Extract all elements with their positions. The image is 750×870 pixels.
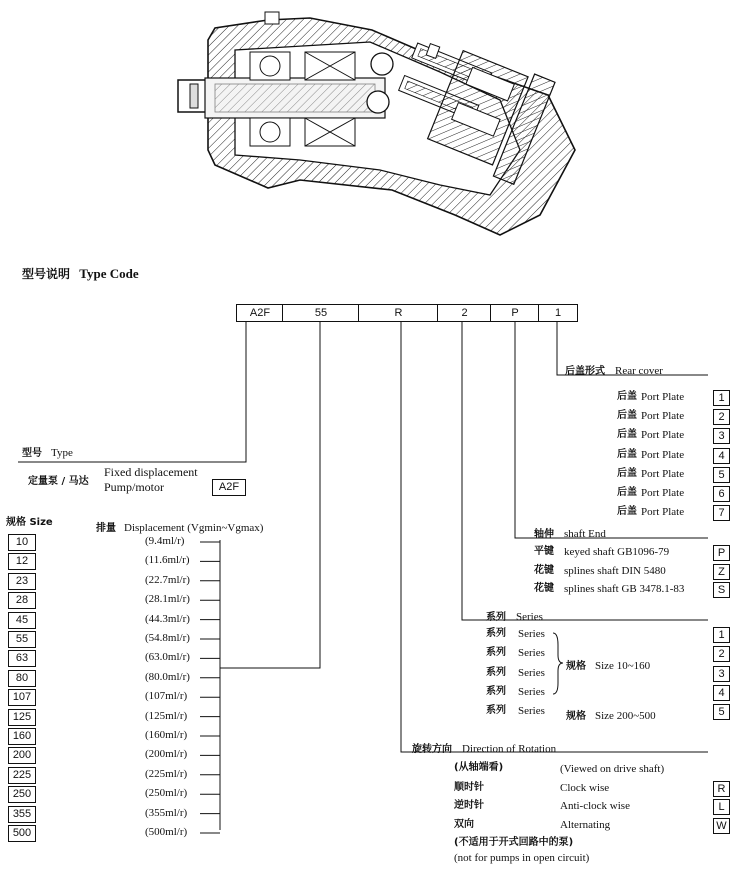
rotation-header bbox=[412, 740, 556, 756]
shaft-end-item-cn: 花键 bbox=[534, 583, 554, 594]
rear-cover-header-en: Rear cover bbox=[615, 365, 663, 377]
size-box: 28 bbox=[8, 592, 36, 609]
rear-cover-item-code: 7 bbox=[713, 505, 730, 521]
rotation-header-en: Direction of Rotation bbox=[462, 743, 557, 755]
rear-cover-item-code: 5 bbox=[713, 467, 730, 483]
displacement-header-cn: 排量 bbox=[96, 523, 116, 534]
displacement-header-en: Displacement (Vgmin~Vgmax) bbox=[124, 522, 264, 534]
shaft-end-header-en: shaft End bbox=[564, 528, 606, 540]
displacement-value: (44.3ml/r) bbox=[145, 612, 190, 625]
rear-cover-item-en: Port Plate bbox=[641, 429, 685, 442]
size-box: 160 bbox=[8, 728, 36, 745]
series-item-code: 5 bbox=[713, 704, 730, 720]
size-header bbox=[6, 517, 53, 528]
displacement-value: (63.0ml/r) bbox=[145, 651, 190, 664]
type-label bbox=[22, 444, 73, 460]
rear-cover-item-en: Port Plate bbox=[641, 448, 685, 461]
displacement-value: (250ml/r) bbox=[145, 787, 188, 800]
fixed-code-box: A2F bbox=[212, 479, 246, 496]
rear-cover-item-en: Port Plate bbox=[641, 410, 685, 423]
series-item-code: 1 bbox=[713, 627, 730, 643]
size-box: 200 bbox=[8, 747, 36, 764]
shaft-end-item-cn: 平键 bbox=[534, 546, 554, 557]
size-box: 12 bbox=[8, 553, 36, 570]
series-item-code: 2 bbox=[713, 646, 730, 662]
rotation-note-en: (Viewed on drive shaft) bbox=[560, 763, 665, 775]
shaft-end-header bbox=[534, 525, 606, 541]
rear-cover-item-code: 4 bbox=[713, 448, 730, 464]
type-label-en: Type bbox=[51, 447, 73, 459]
shaft-end-item-code: Z bbox=[713, 564, 730, 580]
displacement-value: (225ml/r) bbox=[145, 767, 188, 780]
rotation-item-code: W bbox=[713, 818, 730, 834]
displacement-value: (500ml/r) bbox=[145, 826, 188, 838]
series-item-en: Series bbox=[518, 647, 545, 660]
size-box: 45 bbox=[8, 612, 36, 629]
rear-cover-item-cn: 后盖 bbox=[617, 506, 637, 518]
shaft-end-item-code: P bbox=[713, 545, 730, 561]
series-item-cn: 系列 bbox=[486, 666, 506, 678]
rear-cover-item-cn: 后盖 bbox=[617, 467, 637, 479]
shaft-end-item-en: splines shaft GB 3478.1-83 bbox=[564, 583, 685, 595]
type-code-cell: P bbox=[490, 304, 540, 322]
type-code-cell: A2F bbox=[236, 304, 284, 322]
rotation-item-cn: 顺时针 bbox=[454, 782, 484, 793]
displacement-value: (200ml/r) bbox=[145, 748, 188, 761]
size-header-text: 规格 Size bbox=[6, 517, 53, 528]
size-box: 107 bbox=[8, 689, 36, 706]
displacement-value: (355ml/r) bbox=[145, 806, 188, 819]
rotation-item-en: Clock wise bbox=[560, 782, 610, 794]
series-header-en: Series bbox=[516, 611, 543, 623]
fixed-label-en-1: Fixed displacement bbox=[104, 465, 198, 479]
rear-cover-item-cn: 后盖 bbox=[617, 410, 637, 422]
rotation-item-code: R bbox=[713, 781, 730, 797]
section-title-cn: 型号说明 bbox=[22, 267, 71, 281]
series-item-en: Series bbox=[518, 705, 545, 718]
type-code-cell: 55 bbox=[282, 304, 360, 322]
series-header-cn: 系列 bbox=[486, 612, 506, 623]
displacement-value: (9.4ml/r) bbox=[145, 535, 185, 547]
rotation-item-cn: 逆时针 bbox=[454, 800, 484, 812]
series-group-a-cn: 规格 bbox=[566, 661, 586, 672]
rear-cover-item-cn: 后盖 bbox=[617, 429, 637, 441]
rear-cover-item-code: 3 bbox=[713, 428, 730, 444]
rear-cover-item-cn: 后盖 bbox=[617, 448, 637, 460]
rear-cover-header bbox=[565, 362, 663, 378]
type-code-cell: R bbox=[358, 304, 439, 322]
section-title bbox=[22, 267, 139, 280]
size-box: 500 bbox=[8, 825, 36, 842]
size-box: 80 bbox=[8, 670, 36, 687]
rotation-item-en: Anti-clock wise bbox=[560, 800, 630, 813]
displacement-value: (125ml/r) bbox=[145, 709, 188, 722]
displacement-value: (28.1ml/r) bbox=[145, 593, 190, 606]
rotation-item-code: L bbox=[713, 799, 730, 815]
size-box: 125 bbox=[8, 709, 36, 726]
displacement-value: (11.6ml/r) bbox=[145, 554, 190, 567]
displacement-value: (80.0ml/r) bbox=[145, 670, 190, 683]
rear-cover-item-en: Port Plate bbox=[641, 467, 685, 480]
series-item-cn: 系列 bbox=[486, 685, 506, 697]
series-item-en: Series bbox=[518, 628, 545, 640]
displacement-value: (22.7ml/r) bbox=[145, 573, 190, 586]
rear-cover-item-cn: 后盖 bbox=[617, 487, 637, 498]
size-box: 355 bbox=[8, 806, 36, 823]
rotation-foot-en: (not for pumps in open circuit) bbox=[454, 852, 590, 864]
rear-cover-item-code: 6 bbox=[713, 486, 730, 502]
section-title-en: Type Code bbox=[79, 266, 139, 281]
size-box: 225 bbox=[8, 767, 36, 784]
shaft-end-item-code: S bbox=[713, 582, 730, 598]
rear-cover-item-cn: 后盖 bbox=[617, 391, 637, 402]
rear-cover-item-en: Port Plate bbox=[641, 506, 685, 519]
series-item-code: 4 bbox=[713, 685, 730, 701]
shaft-end-item-cn: 花键 bbox=[534, 564, 554, 576]
displacement-value: (54.8ml/r) bbox=[145, 632, 190, 644]
type-code-cell: 2 bbox=[437, 304, 492, 322]
series-header bbox=[486, 608, 543, 624]
size-box: 23 bbox=[8, 573, 36, 590]
rear-cover-item-code: 2 bbox=[713, 409, 730, 425]
series-group-b bbox=[566, 707, 656, 723]
rotation-foot-cn: (不适用于开式回路中的泵) bbox=[454, 837, 574, 848]
series-item-cn: 系列 bbox=[486, 628, 506, 639]
series-item-en: Series bbox=[518, 685, 545, 698]
rear-cover-item-en: Port Plate bbox=[641, 487, 685, 499]
rear-cover-header-cn: 后盖形式 bbox=[565, 366, 605, 377]
series-group-b-cn: 规格 bbox=[566, 711, 586, 722]
size-box: 55 bbox=[8, 631, 36, 648]
series-item-cn: 系列 bbox=[486, 647, 506, 659]
shaft-end-item-en: keyed shaft GB1096-79 bbox=[564, 546, 670, 558]
displacement-header bbox=[96, 519, 263, 535]
type-code-cell: 1 bbox=[538, 304, 578, 322]
series-item-code: 3 bbox=[713, 666, 730, 682]
series-group-a-en: Size 10~160 bbox=[595, 660, 651, 672]
rotation-header-cn: 旋转方向 bbox=[412, 744, 452, 755]
fixed-label-en-2: Pump/motor bbox=[104, 480, 165, 494]
rear-cover-item-en: Port Plate bbox=[641, 391, 685, 403]
displacement-value: (160ml/r) bbox=[145, 729, 188, 741]
rear-cover-item-code: 1 bbox=[713, 390, 730, 406]
rotation-note-cn: (从轴端看) bbox=[454, 762, 504, 773]
rotation-item-cn: 双向 bbox=[454, 818, 474, 830]
shaft-end-header-cn: 轴伸 bbox=[534, 529, 554, 540]
rotation-item-en: Alternating bbox=[560, 818, 611, 831]
size-box: 63 bbox=[8, 650, 36, 667]
size-box: 10 bbox=[8, 534, 36, 551]
series-item-cn: 系列 bbox=[486, 705, 506, 717]
series-group-b-en: Size 200~500 bbox=[595, 710, 656, 722]
size-box: 250 bbox=[8, 786, 36, 803]
fixed-label-cn: 定量泵 / 马达 bbox=[28, 476, 89, 487]
type-label-cn: 型号 bbox=[22, 448, 42, 459]
shaft-end-item-en: splines shaft DIN 5480 bbox=[564, 564, 666, 577]
series-item-en: Series bbox=[518, 666, 545, 679]
series-group-a bbox=[566, 657, 650, 673]
displacement-value: (107ml/r) bbox=[145, 690, 188, 703]
